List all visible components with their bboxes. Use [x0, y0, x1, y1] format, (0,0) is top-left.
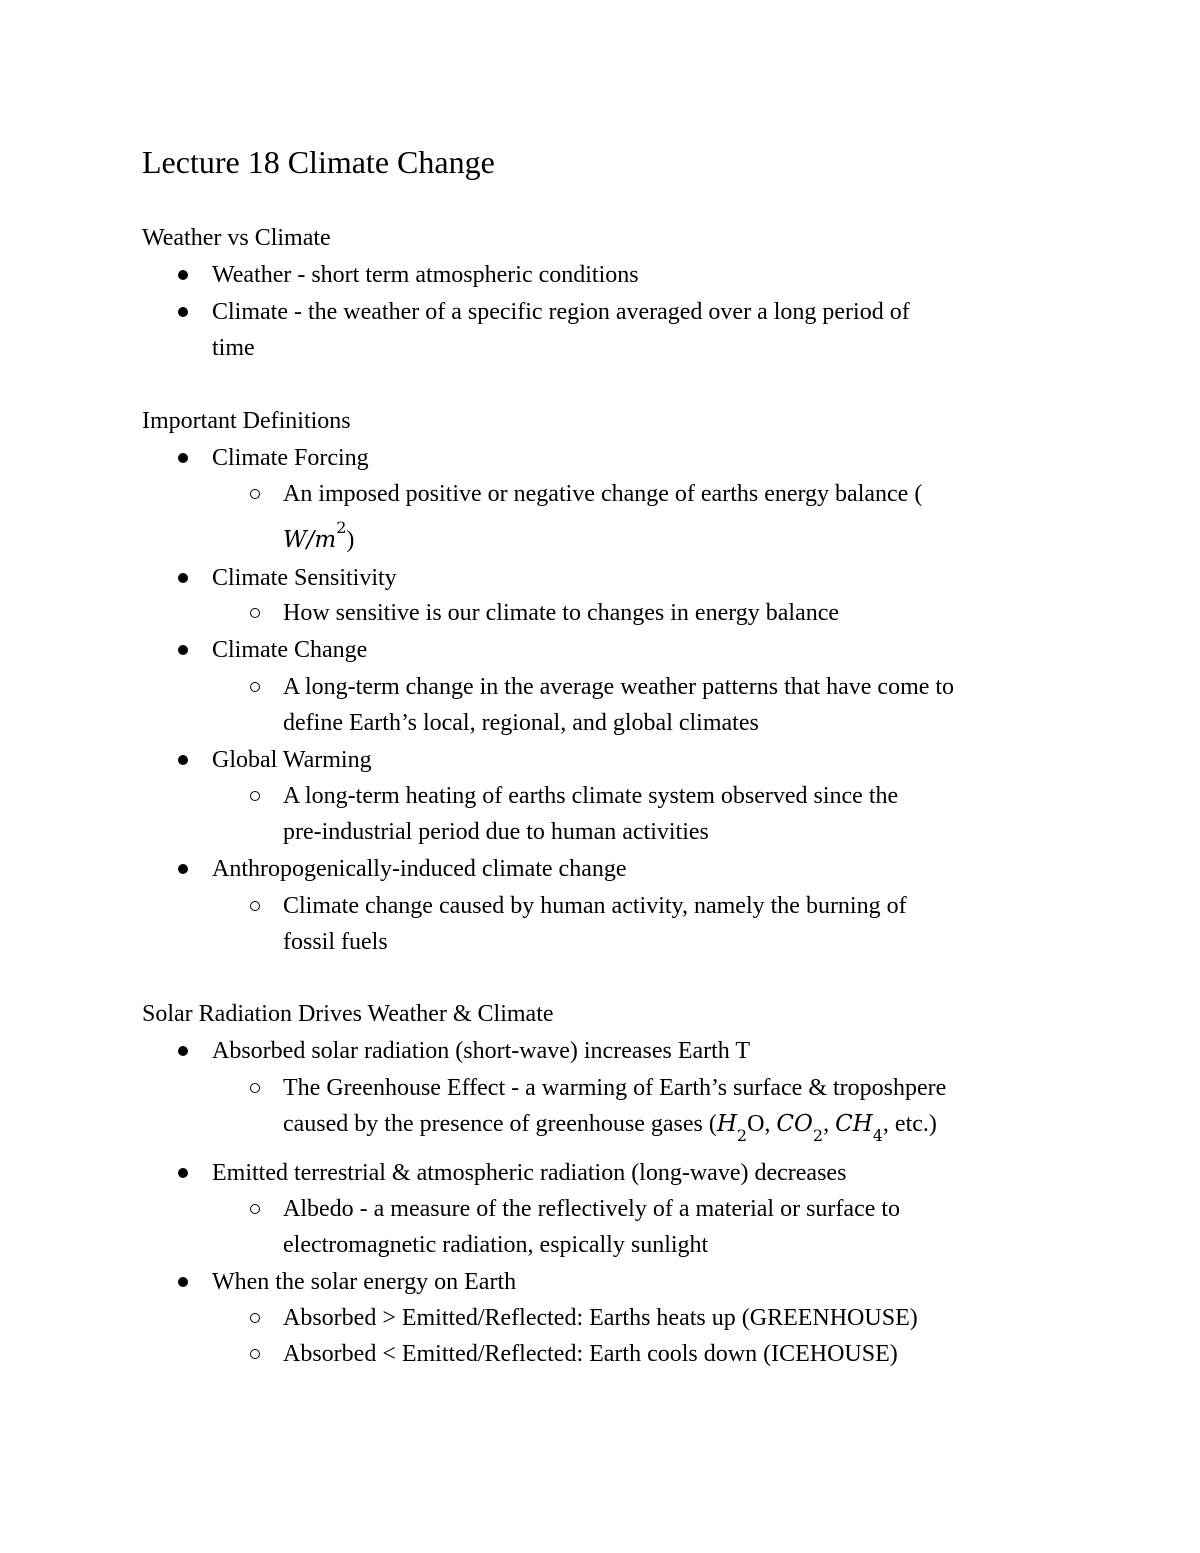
list-item-climate-cont: time: [212, 335, 255, 361]
definition-global-warming: A long-term heating of earths climate system observed since the: [283, 783, 899, 809]
bullet-icon: [178, 755, 188, 765]
section-heading-definitions: Important Definitions: [142, 408, 351, 434]
bullet-icon: [178, 307, 188, 317]
sub-bullet-icon: [250, 608, 260, 618]
bullet-icon: [178, 573, 188, 583]
definition-climate-sensitivity: How sensitive is our climate to changes in energy balance: [283, 600, 840, 626]
greenhouse-effect: The Greenhouse Effect - a warming of Earth’s surface & troposhpere: [283, 1075, 947, 1101]
definition-climate-change: A long-term change in the average weather patterns that have come to: [283, 674, 955, 700]
bullet-icon: [178, 1046, 188, 1056]
sub-bullet-icon: [250, 1313, 260, 1323]
albedo-definition: Albedo - a measure of the reflectively of a material or surface to: [283, 1196, 901, 1222]
sub-bullet-icon: [250, 1349, 260, 1359]
bullet-icon: [178, 864, 188, 874]
bullet-icon: [178, 645, 188, 655]
sub-bullet-icon: [250, 1083, 260, 1093]
term-climate-change: Climate Change: [212, 637, 368, 663]
point-emitted: Emitted terrestrial & atmospheric radiation (long-wave) decreases: [212, 1160, 847, 1186]
definition-climate-forcing: An imposed positive or negative change of earths energy balance (: [283, 481, 923, 507]
sub-bullet-icon: [250, 1204, 260, 1214]
sub-bullet-icon: [250, 901, 260, 911]
sub-bullet-icon: [250, 791, 260, 801]
term-anthropogenic: Anthropogenically-induced climate change: [212, 856, 627, 882]
point-absorbed: Absorbed solar radiation (short-wave) increases Earth T: [212, 1038, 751, 1064]
list-item-weather: Weather - short term atmospheric conditions: [212, 262, 639, 288]
point-solar-energy: When the solar energy on Earth: [212, 1269, 517, 1295]
term-climate-sensitivity: Climate Sensitivity: [212, 565, 397, 591]
term-climate-forcing: Climate Forcing: [212, 445, 369, 471]
section-heading-solar: Solar Radiation Drives Weather & Climate: [142, 1001, 554, 1027]
bullet-icon: [178, 453, 188, 463]
sub-bullet-icon: [250, 489, 260, 499]
term-global-warming: Global Warming: [212, 747, 372, 773]
section-heading-weather: Weather vs Climate: [142, 225, 331, 251]
unit-expression: $W/m^2$): [283, 518, 355, 553]
greenhouse-gases: caused by the presence of greenhouse gases ($H_2O$, $CO_2$, $CH_4$, etc.): [283, 1111, 937, 1145]
bullet-icon: [178, 1168, 188, 1178]
definition-anthropogenic-cont: fossil fuels: [283, 929, 388, 955]
document-title: Lecture 18 Climate Change: [142, 144, 495, 180]
definition-climate-change-cont: define Earth’s local, regional, and global climates: [283, 710, 759, 736]
bullet-icon: [178, 1277, 188, 1287]
definition-anthropogenic: Climate change caused by human activity, namely the burning of: [283, 893, 907, 919]
sub-bullet-icon: [250, 682, 260, 692]
case-icehouse: Absorbed < Emitted/Reflected: Earth cools down (ICEHOUSE): [283, 1341, 898, 1367]
case-greenhouse: Absorbed > Emitted/Reflected: Earths heats up (GREENHOUSE): [283, 1305, 918, 1331]
definition-global-warming-cont: pre-industrial period due to human activities: [283, 819, 709, 845]
bullet-icon: [178, 270, 188, 280]
list-item-climate: Climate - the weather of a specific region averaged over a long period of: [212, 299, 910, 325]
albedo-definition-cont: electromagnetic radiation, espically sunlight: [283, 1232, 709, 1258]
